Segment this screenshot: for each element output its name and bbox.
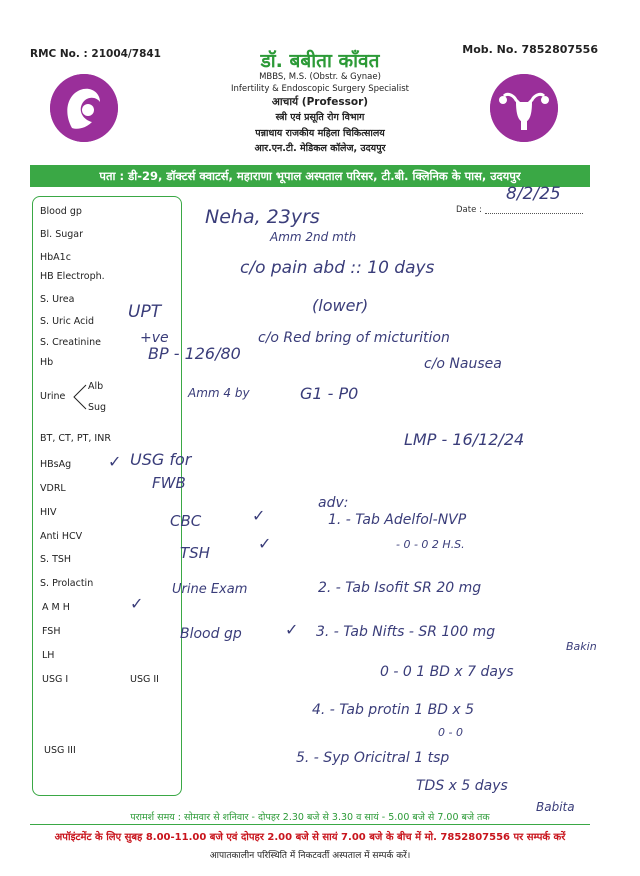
check-mark-icon: ✓ [285,620,299,639]
complaint-lower: (lower) [312,296,369,315]
obstetric-history: G1 - P0 [300,384,359,403]
complaint-nausea: c/o Nausea [424,356,502,372]
rx-3-note: Bakin [566,640,597,653]
date-line [485,213,583,214]
complaint-pain-abd: c/o pain abd :: 10 days [240,258,435,278]
doctor-name: डॉ. बबीता काँवत [260,50,380,72]
footer-divider [30,824,590,825]
date-label: Date : [456,205,482,215]
test-urine-sug: Sug [88,402,107,413]
test-amh: A M H [42,602,70,613]
test-hba1c: HbA1c [40,252,71,263]
test-s-prolactin: S. Prolactin [40,578,94,589]
test-lh: LH [42,650,55,661]
test-urine-alb: Alb [88,381,104,392]
check-mark-icon: ✓ [108,452,122,471]
tsh-advice: TSH [180,544,210,562]
rx-3-dose: 0 - 0 1 BD x 7 days [380,664,514,680]
test-hbsag: HBsAg [40,459,72,470]
date-handwritten: 8/2/25 [506,184,561,204]
test-vdrl: VDRL [40,483,66,494]
blood-gp-advice: Blood gp [180,626,242,642]
test-hb-electroph: HB Electroph. [40,271,105,282]
bp-reading: BP - 126/80 [148,344,241,363]
rx-4-dose: 0 - 0 [438,726,463,739]
test-usg-3: USG III [44,745,76,756]
doctor-specialty: Infertility & Endoscopic Surgery Specialist [231,84,409,94]
test-bt-ct: BT, CT, PT, INR [40,433,111,444]
rx-5: 5. - Syp Oricitral 1 tsp [296,750,450,766]
test-hb: Hb [40,357,54,368]
test-anti-hcv: Anti HCV [40,531,83,542]
test-blood-gp: Blood gp [40,206,82,217]
rx-5-dose: TDS x 5 days [416,778,508,794]
uterus-logo-icon [490,74,558,142]
rx-3: 3. - Tab Nifts - SR 100 mg [316,624,496,640]
doctor-signature: Babita [536,800,575,814]
doctor-degrees: MBBS, M.S. (Obstr. & Gynae) [259,72,381,82]
test-usg-1: USG I [42,674,69,685]
mobile-number: Mob. No. 7852807556 [462,43,598,56]
test-s-urea: S. Urea [40,294,75,305]
urine-bracket-icon [70,382,88,412]
check-mark-icon: ✓ [252,506,266,525]
doctor-designation: आचार्य (Professor) [271,96,369,108]
amenorrhea-weeks: Amm 4 by [188,386,250,400]
lmp-date: LMP - 16/12/24 [404,430,525,449]
test-usg-2: USG II [130,674,159,685]
test-urine: Urine [40,391,66,402]
urine-exam-advice: Urine Exam [172,582,248,597]
address-bar: पता : डी-29, डॉक्टर्स क्वाटर्स, महाराणा भूपाल अस्पताल परिसर, टी.बी. क्लिनिक के पास, उदयपुर [30,165,590,187]
test-s-tsh: S. TSH [40,554,72,565]
complaint-micturition: c/o Red bring of micturition [258,330,450,346]
consultation-timing: परामर्श समय : सोमवार से शनिवार - दोपहर 2.30 बजे से 3.30 व सायं - 5.00 बजे से 7.00 बजे तक [130,812,490,823]
college-name: आर.एन.टी. मेडिकल कॉलेज, उदयपुर [254,143,386,154]
upt-result: +ve [140,330,169,346]
emergency-note: आपातकालीन परिस्थिति में निकटवर्ती अस्पताल में सम्पर्क करें। [209,851,411,861]
rx-1-dose: - 0 - 0 2 H.S. [396,538,465,551]
rx-2: 2. - Tab Isofit SR 20 mg [318,580,482,596]
test-hiv: HIV [40,507,57,518]
hospital-name: पन्नाधाय राजकीय महिला चिकित्सालय [255,128,385,139]
patient-name-age: Neha, 23yrs [205,206,320,228]
test-s-creatinine: S. Creatinine [40,337,101,348]
test-s-uric-acid: S. Uric Acid [40,316,95,327]
cbc-advice: CBC [170,512,202,530]
appointment-info: अपॉइंटमेंट के लिए सुबह 8.00-11.00 बजे एवं दोपहर 2.00 बजे से सायं 7.00 बजे के बीच में मो. 7852807556 पर सम्पर्क करें [54,832,566,843]
check-mark-icon: ✓ [258,534,272,553]
usg-advice: USG for [130,450,192,469]
amenorrhea-note: Amm 2nd mth [270,230,357,244]
check-mark-icon: ✓ [130,594,144,613]
rmc-number: RMC No. : 21004/7841 [30,48,161,60]
test-bl-sugar: Bl. Sugar [40,229,84,240]
upt-label: UPT [128,302,162,322]
test-checklist-panel [32,196,182,796]
advice-label: adv: [318,495,349,511]
rx-1: 1. - Tab Adelfol-NVP [328,512,467,528]
fwb-advice: FWB [152,474,186,492]
rx-4: 4. - Tab protin 1 BD x 5 [312,702,475,718]
department: स्त्री एवं प्रसूति रोग विभाग [275,112,365,123]
test-fsh: FSH [42,626,61,637]
mother-child-logo-icon [50,74,118,142]
